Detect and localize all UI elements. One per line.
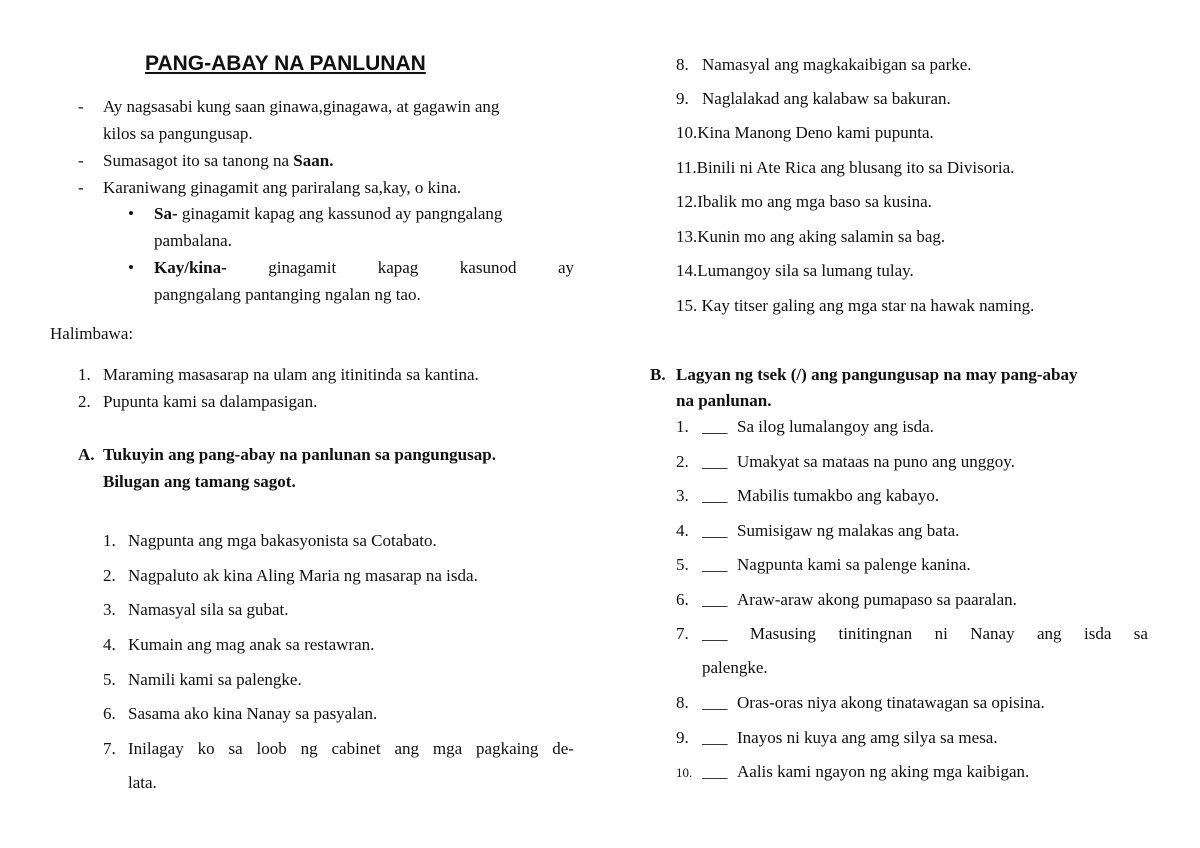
item-number: 10. bbox=[676, 765, 693, 780]
item-text: Kunin mo ang aking salamin sa bag. bbox=[697, 227, 946, 246]
word: pagkaing bbox=[476, 739, 539, 758]
item-number: 4. bbox=[103, 635, 116, 654]
intro-line-1a: Ay nagsasabi kung saan ginawa,ginagawa, at gagawin ang bbox=[103, 97, 500, 116]
word: ay bbox=[557, 258, 574, 277]
item-text: Umakyat sa mataas na puno ang unggoy. bbox=[737, 452, 1015, 471]
item-number: 7. bbox=[676, 624, 689, 643]
word: mga bbox=[432, 739, 463, 758]
word: ginagamit bbox=[268, 258, 337, 277]
answer-blank[interactable]: ___ bbox=[702, 417, 728, 436]
item-number: 11. bbox=[676, 158, 697, 177]
answer-blank[interactable]: ___ bbox=[702, 486, 728, 505]
item-number: 10. bbox=[676, 123, 698, 142]
item-text: Sumisigaw ng malakas ang bata. bbox=[737, 521, 960, 540]
item-text: Ibalik mo ang mga baso sa kusina. bbox=[697, 192, 932, 211]
intro-line-1b: kilos sa pangungusap. bbox=[103, 124, 253, 143]
intro-line-3: Karaniwang ginagamit ang pariralang sa,kay, o kina. bbox=[103, 178, 462, 197]
item-text: Nagpunta kami sa palenge kanina. bbox=[737, 555, 971, 574]
word: de- bbox=[552, 739, 574, 758]
sub-item-kay-bold: Kay/kina- bbox=[154, 258, 227, 277]
section-a-heading-2: Bilugan ang tamang sagot. bbox=[103, 472, 296, 491]
item-number: 4. bbox=[676, 521, 689, 540]
dash-bullet: - bbox=[78, 151, 84, 170]
answer-blank[interactable]: ___ bbox=[702, 693, 728, 712]
item-text: Binili ni Ate Rica ang blusang ito sa Divisoria. bbox=[696, 158, 1015, 177]
item-13 bbox=[676, 227, 945, 247]
word: kasunod bbox=[459, 258, 517, 277]
word: Inilagay bbox=[128, 739, 184, 758]
word: ng bbox=[300, 739, 318, 758]
example-text: Pupunta kami sa dalampasigan. bbox=[103, 392, 318, 411]
section-b-heading: Lagyan ng tsek (/) ang pangungusap na may pang-abay bbox=[676, 365, 1078, 384]
item-number: 6. bbox=[676, 590, 689, 609]
item-number: 1. bbox=[103, 531, 116, 550]
item-15 bbox=[676, 296, 1034, 316]
dash-bullet: - bbox=[78, 178, 84, 197]
item-number: 9. bbox=[676, 728, 689, 747]
answer-blank[interactable]: ___ bbox=[702, 452, 728, 471]
section-b-heading-2: na panlunan. bbox=[676, 391, 772, 410]
item-number: 2. bbox=[676, 452, 689, 471]
word: Nanay bbox=[970, 624, 1015, 643]
answer-blank[interactable]: ___ bbox=[702, 624, 728, 643]
example-number: 1. bbox=[78, 365, 91, 384]
page-title: PANG-ABAY NA PANLUNAN bbox=[145, 52, 426, 75]
word: ang bbox=[1037, 624, 1062, 643]
item-number: 12. bbox=[676, 192, 698, 211]
sub-item-sa-text: ginagamit kapag ang kassunod ay pangngalang bbox=[181, 204, 503, 223]
item-number: 7. bbox=[103, 739, 116, 758]
item-number: 2. bbox=[103, 566, 116, 585]
item-number: 14. bbox=[676, 261, 698, 280]
sub-item-sa bbox=[154, 204, 502, 224]
example-number: 2. bbox=[78, 392, 91, 411]
intro-line-2-bold: Saan. bbox=[293, 151, 334, 170]
item-text: Lumangoy sila sa lumang tulay. bbox=[697, 261, 914, 280]
sub-item-sa-bold: Sa- bbox=[154, 204, 178, 223]
item-number: 3. bbox=[676, 486, 689, 505]
word: Masusing bbox=[749, 624, 817, 643]
item-text: Nagpaluto ak kina Aling Maria ng masarap na isda. bbox=[128, 566, 478, 585]
item-number: 9. bbox=[676, 89, 689, 108]
word: ko bbox=[197, 739, 215, 758]
sub-item-kay bbox=[154, 258, 574, 278]
item-number: 8. bbox=[676, 55, 689, 74]
item-7-line-2: lata. bbox=[128, 773, 157, 792]
item-text: Kay titser galing ang mga star na hawak naming. bbox=[697, 296, 1035, 315]
item-text: Namili kami sa palengke. bbox=[128, 670, 302, 689]
item-number: 15. bbox=[676, 296, 698, 315]
answer-blank[interactable]: ___ bbox=[702, 590, 728, 609]
word: sa bbox=[228, 739, 243, 758]
item-text: Sasama ako kina Nanay sa pasyalan. bbox=[128, 704, 378, 723]
answer-blank[interactable]: ___ bbox=[702, 555, 728, 574]
word: ni bbox=[934, 624, 948, 643]
item-text: Kumain ang mag anak sa restawran. bbox=[128, 635, 375, 654]
answer-blank[interactable]: ___ bbox=[702, 762, 728, 781]
bullet-dot: • bbox=[128, 258, 134, 277]
item-11 bbox=[676, 158, 1014, 178]
item-12 bbox=[676, 192, 932, 212]
word: tinitingnan bbox=[838, 624, 913, 643]
item-text: Araw-araw akong pumapaso sa paaralan. bbox=[737, 590, 1017, 609]
section-a-letter: A. bbox=[78, 445, 95, 464]
item-number: 13. bbox=[676, 227, 698, 246]
halimbawa-label: Halimbawa: bbox=[50, 324, 134, 343]
answer-blank[interactable]: ___ bbox=[702, 521, 728, 540]
dash-bullet: - bbox=[78, 97, 84, 116]
word: loob bbox=[256, 739, 287, 758]
item-text: Naglalakad ang kalabaw sa bakuran. bbox=[702, 89, 951, 108]
item-number: 5. bbox=[103, 670, 116, 689]
word: isda bbox=[1083, 624, 1112, 643]
item-text: Oras-oras niya akong tinatawagan sa opisina. bbox=[737, 693, 1045, 712]
section-b-letter: B. bbox=[650, 365, 666, 384]
section-a-heading: Tukuyin ang pang-abay na panlunan sa pangungusap. bbox=[103, 445, 496, 464]
item-text: Namasyal sila sa gubat. bbox=[128, 600, 289, 619]
word: cabinet bbox=[331, 739, 381, 758]
item-text: Kina Manong Deno kami pupunta. bbox=[697, 123, 934, 142]
item-7-line bbox=[702, 624, 1148, 644]
item-10 bbox=[676, 123, 934, 143]
item-number: 3. bbox=[103, 600, 116, 619]
item-number: 5. bbox=[676, 555, 689, 574]
sub-item-sa-line2: pambalana. bbox=[154, 231, 232, 250]
answer-blank[interactable]: ___ bbox=[702, 728, 728, 747]
item-text: Sa ilog lumalangoy ang isda. bbox=[737, 417, 934, 436]
item-text: Nagpunta ang mga bakasyonista sa Cotabato. bbox=[128, 531, 437, 550]
item-14 bbox=[676, 261, 914, 281]
intro-line-2-text: Sumasagot ito sa tanong na bbox=[103, 151, 294, 170]
item-number: 6. bbox=[103, 704, 116, 723]
bullet-dot: • bbox=[128, 204, 134, 223]
item-text: Mabilis tumakbo ang kabayo. bbox=[737, 486, 940, 505]
item-7-line-2: palengke. bbox=[702, 658, 768, 677]
word: kapag bbox=[377, 258, 419, 277]
sub-item-kay-line2: pangngalang pantanging ngalan ng tao. bbox=[154, 285, 421, 304]
item-number: 8. bbox=[676, 693, 689, 712]
intro-line-2 bbox=[103, 151, 333, 171]
item-7-line bbox=[128, 739, 574, 759]
example-text: Maraming masasarap na ulam ang itinitinda sa kantina. bbox=[103, 365, 479, 384]
item-number: 1. bbox=[676, 417, 689, 436]
word: ang bbox=[394, 739, 419, 758]
item-text: Aalis kami ngayon ng aking mga kaibigan. bbox=[737, 762, 1030, 781]
word: sa bbox=[1133, 624, 1148, 643]
item-text: Inayos ni kuya ang amg silya sa mesa. bbox=[737, 728, 998, 747]
item-text: Namasyal ang magkakaibigan sa parke. bbox=[702, 55, 972, 74]
